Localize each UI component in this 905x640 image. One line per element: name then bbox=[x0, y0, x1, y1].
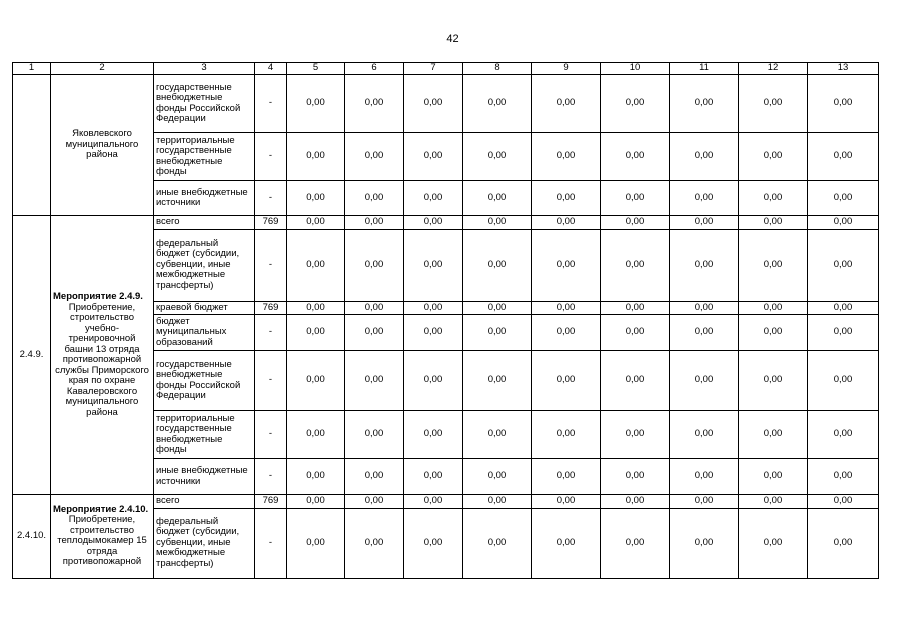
amount-cell: 0,00 bbox=[670, 133, 739, 181]
amount-cell: 0,00 bbox=[404, 411, 463, 459]
amount-cell: 0,00 bbox=[287, 181, 345, 216]
amount-cell: 0,00 bbox=[463, 216, 532, 230]
column-number-9: 9 bbox=[532, 63, 601, 75]
amount-cell: 0,00 bbox=[808, 351, 879, 411]
amount-cell: 0,00 bbox=[670, 75, 739, 133]
amount-cell: 0,00 bbox=[670, 351, 739, 411]
activity-title: Мероприятие 2.4.9. bbox=[53, 291, 143, 302]
budget-code: - bbox=[255, 75, 287, 133]
item-number: 2.4.10. bbox=[13, 495, 51, 579]
amount-cell: 0,00 bbox=[739, 411, 808, 459]
amount-cell: 0,00 bbox=[404, 133, 463, 181]
column-number-row bbox=[13, 63, 879, 75]
amount-cell: 0,00 bbox=[601, 75, 670, 133]
budget-code: 769 bbox=[255, 301, 287, 315]
amount-cell: 0,00 bbox=[287, 133, 345, 181]
amount-cell: 0,00 bbox=[601, 133, 670, 181]
amount-cell: 0,00 bbox=[808, 229, 879, 301]
amount-cell: 0,00 bbox=[463, 315, 532, 351]
amount-cell: 0,00 bbox=[345, 508, 404, 578]
amount-cell: 0,00 bbox=[345, 75, 404, 133]
amount-cell: 0,00 bbox=[532, 411, 601, 459]
amount-cell: 0,00 bbox=[532, 133, 601, 181]
amount-cell: 0,00 bbox=[287, 508, 345, 578]
budget-code: - bbox=[255, 351, 287, 411]
amount-cell: 0,00 bbox=[808, 495, 879, 509]
funding-source: федеральный бюджет (субсидии, субвенции, иные межбюджетные трансферты) bbox=[154, 508, 255, 578]
amount-cell: 0,00 bbox=[670, 216, 739, 230]
budget-code: - bbox=[255, 229, 287, 301]
activity-description bbox=[51, 495, 154, 579]
activity-title: Мероприятие 2.4.10. bbox=[53, 503, 149, 515]
budget-code: - bbox=[255, 411, 287, 459]
activity-description bbox=[51, 75, 154, 216]
amount-cell: 0,00 bbox=[404, 459, 463, 495]
amount-cell: 0,00 bbox=[670, 411, 739, 459]
amount-cell: 0,00 bbox=[287, 229, 345, 301]
budget-code: 769 bbox=[255, 495, 287, 509]
column-number-1: 1 bbox=[13, 63, 51, 75]
amount-cell: 0,00 bbox=[532, 181, 601, 216]
amount-cell: 0,00 bbox=[808, 459, 879, 495]
amount-cell: 0,00 bbox=[670, 459, 739, 495]
column-number-5: 5 bbox=[287, 63, 345, 75]
budget-code: 769 bbox=[255, 216, 287, 230]
funding-source: бюджет муниципальных образований bbox=[154, 315, 255, 351]
funding-source: всего bbox=[154, 495, 255, 509]
amount-cell: 0,00 bbox=[404, 495, 463, 509]
amount-cell: 0,00 bbox=[463, 181, 532, 216]
budget-table bbox=[12, 62, 879, 579]
column-number-6: 6 bbox=[345, 63, 404, 75]
amount-cell: 0,00 bbox=[670, 229, 739, 301]
funding-source: иные внебюджетные источники bbox=[154, 459, 255, 495]
amount-cell: 0,00 bbox=[601, 351, 670, 411]
column-number-10: 10 bbox=[601, 63, 670, 75]
amount-cell: 0,00 bbox=[463, 459, 532, 495]
amount-cell: 0,00 bbox=[345, 216, 404, 230]
amount-cell: 0,00 bbox=[808, 75, 879, 133]
amount-cell: 0,00 bbox=[345, 315, 404, 351]
table-row bbox=[13, 75, 879, 133]
amount-cell: 0,00 bbox=[739, 229, 808, 301]
table-row bbox=[13, 216, 879, 230]
amount-cell: 0,00 bbox=[601, 411, 670, 459]
amount-cell: 0,00 bbox=[287, 495, 345, 509]
funding-source: краевой бюджет bbox=[154, 301, 255, 315]
amount-cell: 0,00 bbox=[601, 229, 670, 301]
funding-source: государственные внебюджетные фонды Российской Федерации bbox=[154, 75, 255, 133]
amount-cell: 0,00 bbox=[601, 508, 670, 578]
activity-name: Яковлевского муниципального района bbox=[65, 128, 139, 161]
amount-cell: 0,00 bbox=[739, 301, 808, 315]
amount-cell: 0,00 bbox=[739, 459, 808, 495]
activity-text: Приобретение, строительство теплодымокамер 15 отряда противопожарной bbox=[57, 514, 147, 568]
amount-cell: 0,00 bbox=[287, 216, 345, 230]
budget-code: - bbox=[255, 315, 287, 351]
amount-cell: 0,00 bbox=[532, 508, 601, 578]
amount-cell: 0,00 bbox=[404, 301, 463, 315]
amount-cell: 0,00 bbox=[670, 495, 739, 509]
amount-cell: 0,00 bbox=[808, 181, 879, 216]
amount-cell: 0,00 bbox=[739, 216, 808, 230]
amount-cell: 0,00 bbox=[808, 133, 879, 181]
column-number-13: 13 bbox=[808, 63, 879, 75]
amount-cell: 0,00 bbox=[532, 495, 601, 509]
column-number-4: 4 bbox=[255, 63, 287, 75]
amount-cell: 0,00 bbox=[670, 508, 739, 578]
amount-cell: 0,00 bbox=[532, 216, 601, 230]
amount-cell: 0,00 bbox=[463, 411, 532, 459]
amount-cell: 0,00 bbox=[345, 301, 404, 315]
budget-code: - bbox=[255, 459, 287, 495]
amount-cell: 0,00 bbox=[739, 508, 808, 578]
amount-cell: 0,00 bbox=[345, 495, 404, 509]
activity-description bbox=[51, 216, 154, 495]
amount-cell: 0,00 bbox=[601, 181, 670, 216]
page-number: 42 bbox=[446, 33, 459, 45]
funding-source: территориальные государственные внебюджетные фонды bbox=[154, 411, 255, 459]
amount-cell: 0,00 bbox=[404, 216, 463, 230]
amount-cell: 0,00 bbox=[532, 75, 601, 133]
amount-cell: 0,00 bbox=[532, 301, 601, 315]
amount-cell: 0,00 bbox=[601, 495, 670, 509]
amount-cell: 0,00 bbox=[463, 133, 532, 181]
amount-cell: 0,00 bbox=[808, 508, 879, 578]
amount-cell: 0,00 bbox=[670, 181, 739, 216]
amount-cell: 0,00 bbox=[404, 508, 463, 578]
amount-cell: 0,00 bbox=[345, 229, 404, 301]
amount-cell: 0,00 bbox=[345, 181, 404, 216]
amount-cell: 0,00 bbox=[404, 351, 463, 411]
budget-code: - bbox=[255, 133, 287, 181]
amount-cell: 0,00 bbox=[739, 181, 808, 216]
amount-cell: 0,00 bbox=[463, 351, 532, 411]
amount-cell: 0,00 bbox=[463, 75, 532, 133]
amount-cell: 0,00 bbox=[601, 301, 670, 315]
amount-cell: 0,00 bbox=[287, 411, 345, 459]
amount-cell: 0,00 bbox=[404, 315, 463, 351]
amount-cell: 0,00 bbox=[670, 301, 739, 315]
amount-cell: 0,00 bbox=[345, 133, 404, 181]
column-number-11: 11 bbox=[670, 63, 739, 75]
amount-cell: 0,00 bbox=[287, 351, 345, 411]
column-number-7: 7 bbox=[404, 63, 463, 75]
column-number-3: 3 bbox=[154, 63, 255, 75]
amount-cell: 0,00 bbox=[532, 351, 601, 411]
amount-cell: 0,00 bbox=[532, 315, 601, 351]
amount-cell: 0,00 bbox=[739, 133, 808, 181]
funding-source: всего bbox=[154, 216, 255, 230]
amount-cell: 0,00 bbox=[345, 351, 404, 411]
amount-cell: 0,00 bbox=[404, 229, 463, 301]
amount-cell: 0,00 bbox=[287, 75, 345, 133]
activity-text: Приобретение, строительство учебно-тренировочной башни 13 отряда противопожарной службы Приморского края по охране Кавалеровского муниципального района bbox=[55, 301, 149, 418]
amount-cell: 0,00 bbox=[739, 495, 808, 509]
table-row bbox=[13, 495, 879, 509]
funding-source: иные внебюджетные источники bbox=[154, 181, 255, 216]
amount-cell: 0,00 bbox=[739, 351, 808, 411]
amount-cell: 0,00 bbox=[808, 301, 879, 315]
amount-cell: 0,00 bbox=[463, 495, 532, 509]
funding-source: территориальные государственные внебюджетные фонды bbox=[154, 133, 255, 181]
amount-cell: 0,00 bbox=[601, 459, 670, 495]
amount-cell: 0,00 bbox=[601, 216, 670, 230]
amount-cell: 0,00 bbox=[404, 181, 463, 216]
amount-cell: 0,00 bbox=[601, 315, 670, 351]
budget-code: - bbox=[255, 508, 287, 578]
amount-cell: 0,00 bbox=[532, 459, 601, 495]
amount-cell: 0,00 bbox=[532, 229, 601, 301]
column-number-2: 2 bbox=[51, 63, 154, 75]
funding-source: федеральный бюджет (субсидии, субвенции, иные межбюджетные трансферты) bbox=[154, 229, 255, 301]
budget-code: - bbox=[255, 181, 287, 216]
column-number-12: 12 bbox=[739, 63, 808, 75]
amount-cell: 0,00 bbox=[287, 301, 345, 315]
amount-cell: 0,00 bbox=[463, 301, 532, 315]
item-number bbox=[13, 75, 51, 216]
amount-cell: 0,00 bbox=[808, 411, 879, 459]
item-number: 2.4.9. bbox=[13, 216, 51, 495]
amount-cell: 0,00 bbox=[345, 459, 404, 495]
amount-cell: 0,00 bbox=[345, 411, 404, 459]
column-number-8: 8 bbox=[463, 63, 532, 75]
amount-cell: 0,00 bbox=[463, 508, 532, 578]
amount-cell: 0,00 bbox=[463, 229, 532, 301]
amount-cell: 0,00 bbox=[808, 315, 879, 351]
amount-cell: 0,00 bbox=[670, 315, 739, 351]
amount-cell: 0,00 bbox=[808, 216, 879, 230]
amount-cell: 0,00 bbox=[404, 75, 463, 133]
amount-cell: 0,00 bbox=[287, 459, 345, 495]
amount-cell: 0,00 bbox=[739, 315, 808, 351]
funding-source: государственные внебюджетные фонды Российской Федерации bbox=[154, 351, 255, 411]
amount-cell: 0,00 bbox=[287, 315, 345, 351]
amount-cell: 0,00 bbox=[739, 75, 808, 133]
